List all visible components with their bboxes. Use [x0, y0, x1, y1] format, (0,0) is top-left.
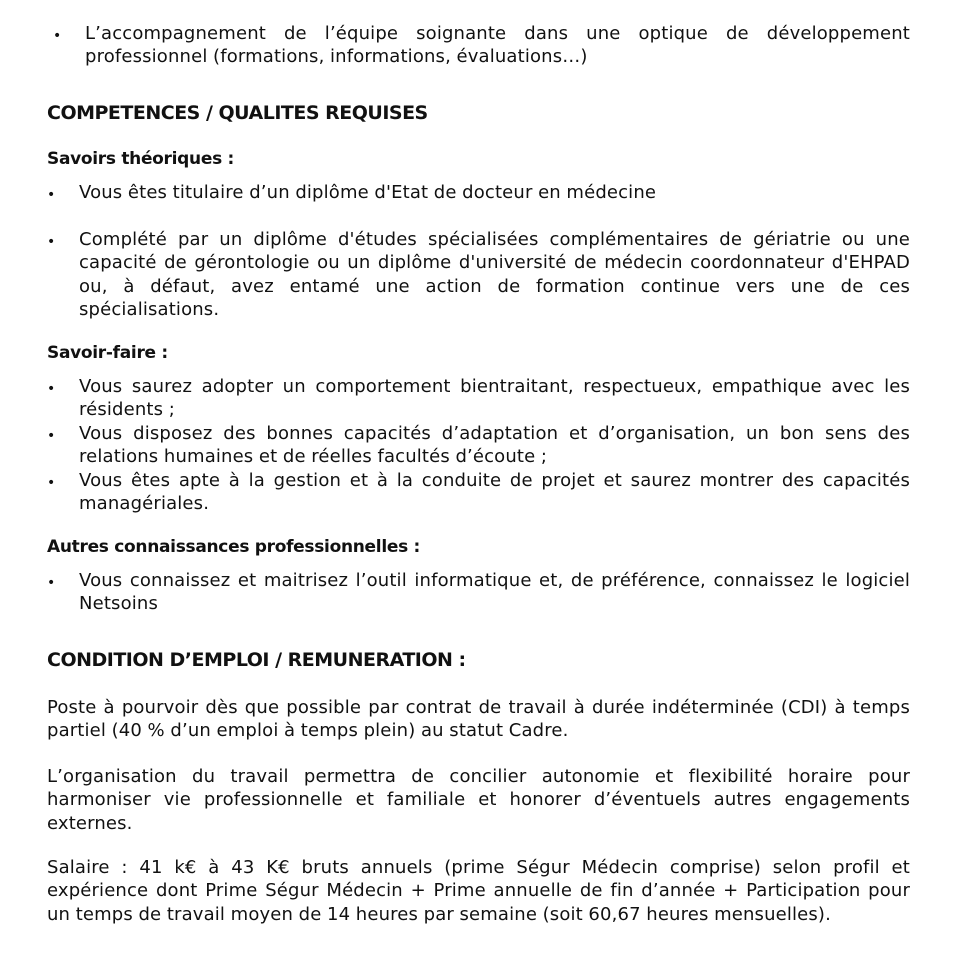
bullet-icon: •: [53, 28, 62, 44]
bullet-text: Vous disposez des bonnes capacités d’adaptation et d’organisation, un bon sens des relations humaines et de réelles facultés d’écoute ;: [79, 423, 910, 468]
bullet-text: Complété par un diplôme d'études spécialisées complémentaires de gériatrie ou une capacité de gérontologie ou un diplôme d'université de médecin coordonnateur d'EHPAD ou, à défaut, avez entamé une action de formation continue vers une de ces spécialisations.: [79, 229, 910, 320]
bullet-text: Vous saurez adopter un comportement bientraitant, respectueux, empathique avec les résidents ;: [79, 376, 910, 421]
savoirs-theoriques-item: [47, 228, 910, 321]
bullet-icon: •: [47, 428, 56, 444]
intro-bullet-item: [53, 22, 910, 69]
savoir-faire-heading: Savoir-faire :: [47, 343, 168, 363]
bullet-text: Vous connaissez et maitrisez l’outil informatique et, de préférence, connaissez le logiciel Netsoins: [79, 570, 910, 615]
savoir-faire-item: [47, 422, 910, 469]
competences-heading: COMPETENCES / QUALITES REQUISES: [47, 102, 428, 124]
bullet-text: Vous êtes apte à la gestion et à la conduite de projet et saurez montrer des capacités managériales.: [79, 470, 910, 515]
savoir-faire-item: [47, 469, 910, 516]
bullet-icon: •: [47, 381, 56, 397]
condition-heading: CONDITION D’EMPLOI / REMUNERATION :: [47, 649, 466, 671]
savoir-faire-item: [47, 375, 910, 422]
condition-paragraph: Poste à pourvoir dès que possible par contrat de travail à durée indéterminée (CDI) à temps partiel (40 % d’un emploi à temps plein) au statut Cadre.: [47, 697, 910, 742]
autres-connaissances-heading: Autres connaissances professionnelles :: [47, 537, 421, 557]
savoirs-theoriques-heading: Savoirs théoriques :: [47, 149, 235, 169]
autres-connaissances-item: [47, 569, 910, 616]
savoirs-theoriques-item: [47, 181, 910, 204]
bullet-icon: •: [47, 475, 56, 491]
bullet-icon: •: [47, 187, 56, 203]
salary-paragraph: Salaire : 41 k€ à 43 K€ bruts annuels (prime Ségur Médecin comprise) selon profil et expérience dont Prime Ségur Médecin + Prime annuelle de fin d’année + Participation pour un temps de travail moyen de 14 heures par semaine (soit 60,67 heures mensuelles).: [47, 857, 910, 925]
condition-paragraph: L’organisation du travail permettra de concilier autonomie et flexibilité horaire pour harmoniser vie professionnelle et familiale et honorer d’éventuels autres engagements externes.: [47, 766, 910, 834]
bullet-icon: •: [47, 575, 56, 591]
bullet-text: Vous êtes titulaire d’un diplôme d'Etat de docteur en médecine: [79, 182, 657, 203]
intro-bullet-text: L’accompagnement de l’équipe soignante dans une optique de développement professionnel (formations, informations, évaluations…): [85, 23, 910, 68]
bullet-icon: •: [47, 234, 56, 250]
